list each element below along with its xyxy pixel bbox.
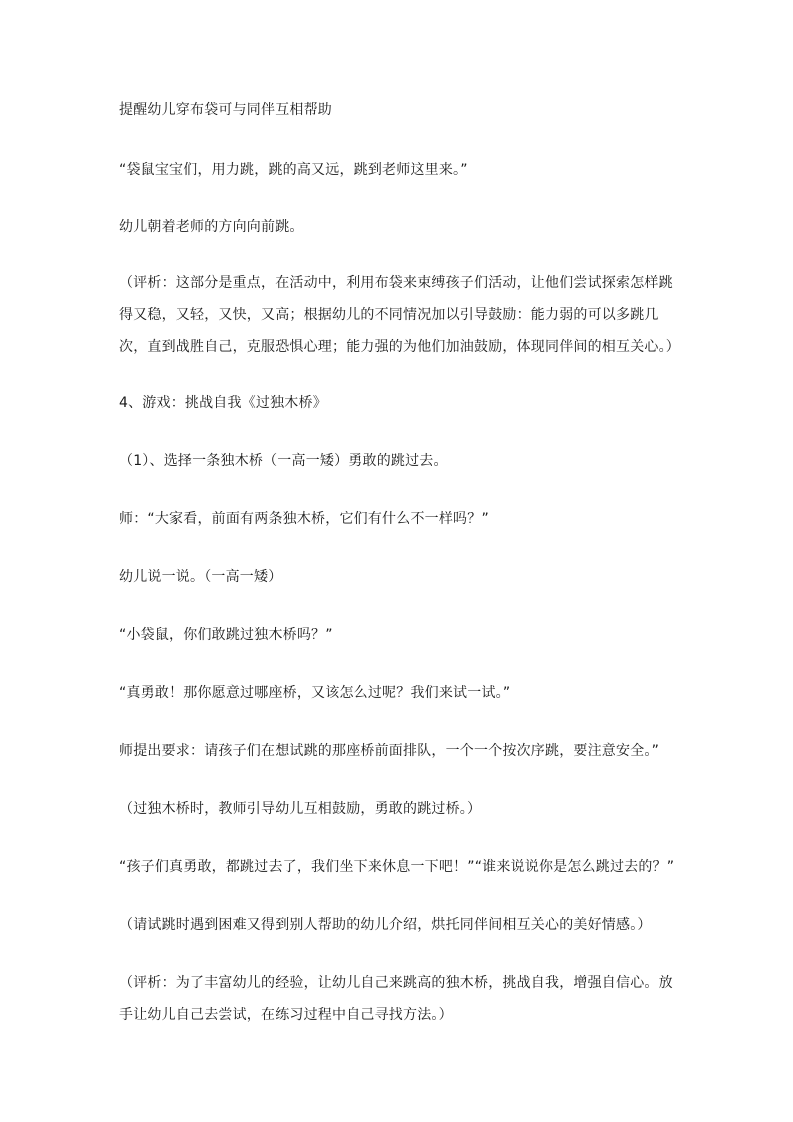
paragraph-teacher-requirement: 师提出要求：请孩子们在想试跳的那座桥前面排队，一个一个按次序跳，要注意安全。” [119,743,660,759]
paragraph-children-jump: 幼儿朝着老师的方向向前跳。 [119,219,304,235]
paragraph-step-1: （1）、选择一条独木桥（一高一矮）勇敢的跳过去。 [119,453,448,469]
paragraph-children-say: 幼儿说一说。（一高一矮） [119,569,283,585]
paragraph-crossing-note: （过独木桥时，教师引导幼儿互相鼓励，勇敢的跳过桥。） [119,801,482,817]
paragraph-commentary-2: （评析：为了丰富幼儿的经验，让幼儿自己来跳高的独木桥，挑战自我，增强自信心。放手让幼儿自己去尝试，在练习过程中自己寻找方法。） [119,975,673,1023]
paragraph-reminder: 提醒幼儿穿布袋可与同伴互相帮助 [119,102,332,118]
section-heading-game: 4、游戏：挑战自我《过独木桥》 [119,395,327,411]
paragraph-dare-question: “小袋鼠，你们敢跳过独木桥吗？” [119,627,333,643]
paragraph-commentary-1: （评析：这部分是重点，在活动中，利用布袋来束缚孩子们活动，让他们尝试探索怎样跳得又稳，又轻，又快，又高；根据幼儿的不同情况加以引导鼓励：能力弱的可以多跳几次，直到战胜自己，克服恐惧心理；能力强的为他们加油鼓励，体现同伴间的相互关心。） [119,275,680,355]
paragraph-teacher-question: 师：“大家看，前面有两条独木桥，它们有什么不一样吗？” [119,511,489,527]
paragraph-introduce: （请试跳时遇到困难又得到别人帮助的幼儿介绍，烘托同伴间相互关心的美好情感。） [119,917,652,933]
paragraph-brave: “真勇敢！那你愿意过哪座桥，又该怎么过呢？我们来试一试。” [119,685,511,701]
paragraph-kangaroo-call: “袋鼠宝宝们，用力跳，跳的高又远，跳到老师这里来。” [119,162,468,178]
paragraph-rest: “孩子们真勇敢，都跳过去了，我们坐下来休息一下吧！”“谁来说说你是怎么跳过去的？” [119,859,675,875]
